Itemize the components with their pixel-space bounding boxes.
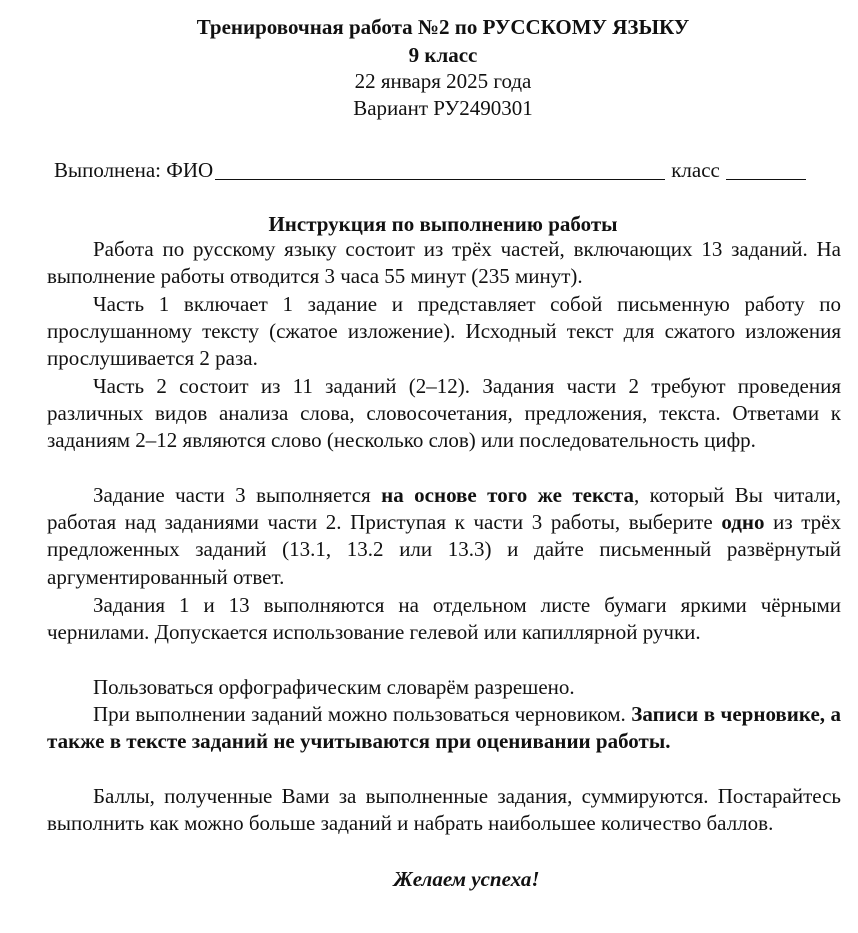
closing-wish: Желаем успеха!: [393, 867, 540, 891]
p7-bold: Записи в черновике, а также в тексте заданий не учитываются при оценивании работы.: [47, 702, 841, 754]
p4-text-b: , который Вы читали, работая над заданиями части 2. Приступая к части 3 работы, выберите: [47, 483, 841, 535]
fio-blank-field[interactable]: [215, 157, 665, 180]
instruction-title: Инструкция по выполнению работы: [268, 212, 618, 236]
instruction-paragraph-2: Часть 1 включает 1 задание и представляет собой письменную работу по прослушанному тексту (сжатое изложение). Исходный текст для сжатого изложения прослушивается 2 раза.: [47, 292, 841, 371]
class-blank-field[interactable]: [726, 157, 806, 180]
p4-bold-b: одно: [721, 510, 765, 535]
instruction-paragraph-1: Работа по русскому языку состоит из трёх частей, включающих 13 заданий. На выполнение работы отводится 3 часа 55 минут (235 минут).: [47, 237, 841, 289]
document-title: Тренировочная работа №2 по РУССКОМУ ЯЗЫКУ: [196, 15, 690, 39]
p4-text-c: из трёх предложенных заданий (13.1, 13.2 или 13.3) и дайте письменный развёрнутый аргументированный ответ.: [47, 510, 841, 589]
instruction-paragraph-4: [47, 482, 841, 591]
instruction-paragraph-8: Баллы, полученные Вами за выполненные задания, суммируются. Постарайтесь выполнить как можно больше заданий и набрать наибольшее количество баллов.: [47, 784, 841, 836]
class-label: класс: [671, 158, 720, 182]
instruction-paragraph-3: Часть 2 состоит из 11 заданий (2–12). Задания части 2 требуют проведения различных видов анализа слова, словосочетания, предложения, текста. Ответами к заданиям 2–12 являются слово (несколько слов) или последовательность цифр.: [47, 374, 841, 453]
fio-row: [54, 155, 834, 183]
fio-label: Выполнена: ФИО: [54, 158, 214, 182]
p7-text-a: При выполнении заданий можно пользоваться черновиком.: [93, 702, 632, 726]
date-label: 22 января 2025 года: [354, 69, 532, 93]
grade-label: 9 класс: [408, 43, 478, 67]
instruction-paragraph-6: Пользоваться орфографическим словарём разрешено.: [93, 675, 575, 699]
p4-text-a: Задание части 3 выполняется: [93, 483, 382, 507]
instruction-paragraph-5: Задания 1 и 13 выполняются на отдельном листе бумаги яркими чёрными чернилами. Допускается использование гелевой или капиллярной ручки.: [47, 593, 841, 645]
variant-label: Вариант РУ2490301: [353, 96, 533, 120]
p4-bold-a: на основе того же текста: [381, 483, 634, 507]
instruction-paragraph-7: [47, 701, 841, 755]
